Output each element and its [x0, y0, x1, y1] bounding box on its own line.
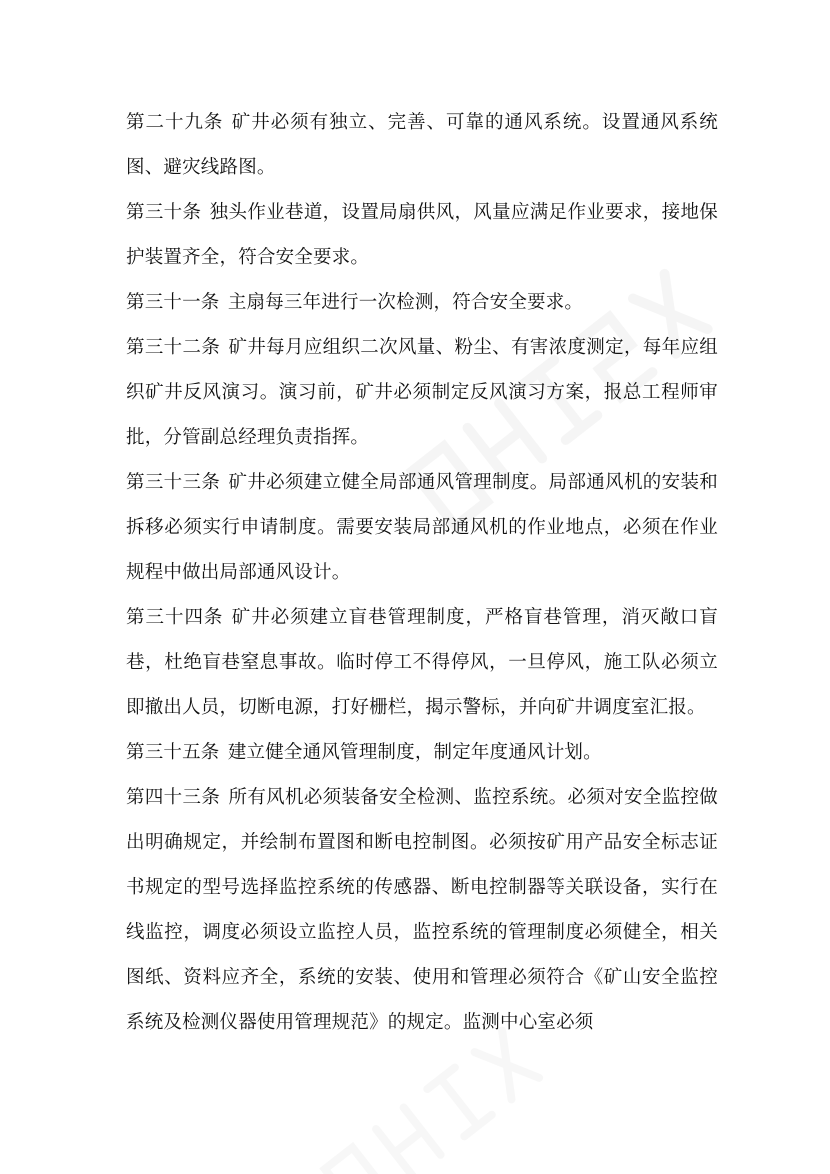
article-number: 第四十三条 — [126, 787, 221, 808]
article-number: 第三十三条 — [126, 472, 221, 493]
article-number: 第三十二条 — [126, 337, 221, 358]
paragraph-article-33 — [126, 460, 718, 595]
article-text: 主扇每三年进行一次检测，符合安全要求。 — [227, 292, 584, 313]
article-text: 矿井必须建立盲巷管理制度，严格盲巷管理，消灭敞口盲巷，杜绝盲巷窒息事故。临时停工不得停风，一旦停风，施工队必须立即撤出人员，切断电源，打好栅栏，揭示警标，并向矿井调度室汇报。 — [126, 607, 718, 718]
paragraph-article-35 — [126, 730, 718, 775]
article-text: 矿井必须有独立、完善、可靠的通风系统。设置通风系统图、避灾线路图。 — [126, 112, 718, 178]
paragraph-article-43 — [126, 775, 718, 1045]
document-body — [126, 100, 718, 1045]
article-text: 矿井每月应组织二次风量、粉尘、有害浓度测定，每年应组织矿井反风演习。演习前，矿井必须制定反风演习方案，报总工程师审批，分管副总经理负责指挥。 — [126, 337, 718, 448]
paragraph-article-31 — [126, 280, 718, 325]
article-text: 独头作业巷道，设置局扇供风，风量应满足作业要求，接地保护装置齐全，符合安全要求。 — [126, 202, 718, 268]
article-text: 所有风机必须装备安全检测、监控系统。必须对安全监控做出明确规定，并绘制布置图和断电控制图。必须按矿用产品安全标志证书规定的型号选择监控系统的传感器、断电控制器等关联设备，实行在线监控，调度必须设立监控人员，监控系统的管理制度必须健全，相关图纸、资料应齐全，系统的安装、使用和管理必须符合《矿山安全监控系统及检测仪器使用管理规范》的规定。监测中心室必须 — [126, 787, 718, 1033]
paragraph-article-34 — [126, 595, 718, 730]
article-number: 第二十九条 — [126, 112, 224, 133]
article-number: 第三十一条 — [126, 292, 220, 313]
article-number: 第三十条 — [126, 202, 202, 223]
article-number: 第三十五条 — [126, 742, 220, 763]
article-number: 第三十四条 — [126, 607, 224, 628]
article-text: 建立健全通风管理制度，制定年度通风计划。 — [227, 742, 602, 763]
paragraph-article-32 — [126, 325, 718, 460]
paragraph-article-29 — [126, 100, 718, 190]
article-text: 矿井必须建立健全局部通风管理制度。局部通风机的安装和拆移必须实行申请制度。需要安装局部通风机的作业地点，必须在作业规程中做出局部通风设计。 — [126, 472, 718, 583]
paragraph-article-30 — [126, 190, 718, 280]
